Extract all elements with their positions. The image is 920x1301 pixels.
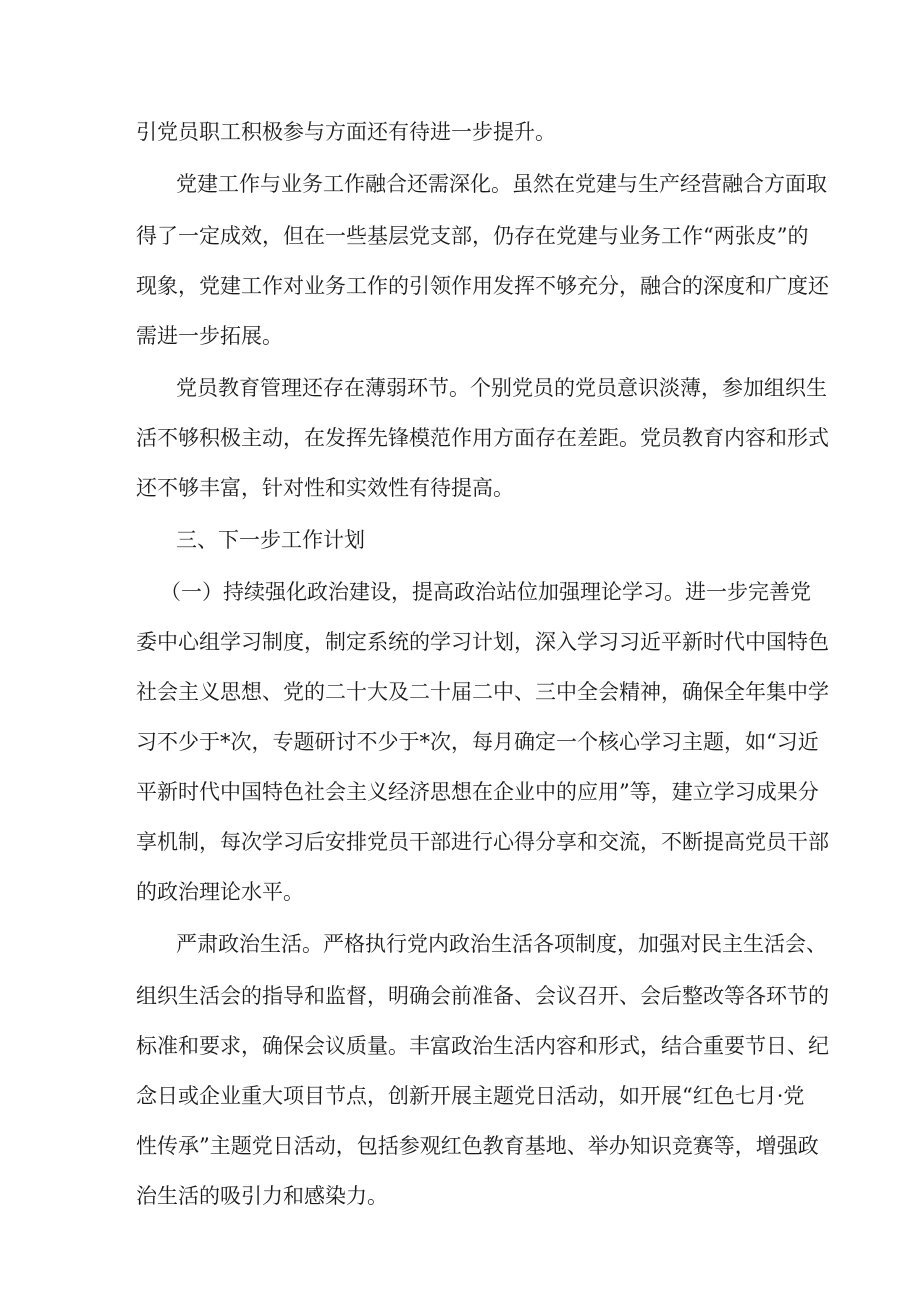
paragraph-line: 引党员职工积极参与方面还有待进一步提升。: [136, 120, 556, 144]
paragraph-line: 性传承”主题党日活动，包括参观红色教育基地、举办知识竞赛等，增强政: [136, 1134, 819, 1158]
paragraph-line: 严肃政治生活。严格执行党内政治生活各项制度，加强对民主生活会、: [176, 932, 827, 956]
paragraph-line: 活不够积极主动，在发挥先锋模范作用方面存在差距。党员教育内容和形式: [136, 426, 829, 450]
paragraph-line: 得了一定成效，但在一些基层党支部，仍存在党建与业务工作“两张皮”的: [136, 224, 809, 248]
paragraph-line: 党建工作与业务工作融合还需深化。虽然在党建与生产经营融合方面取: [176, 172, 827, 196]
paragraph-line: 念日或企业重大项目节点，创新开展主题党日活动，如开展“红色七月·党: [136, 1084, 805, 1108]
paragraph-line: 还不够丰富，针对性和实效性有待提高。: [136, 476, 514, 500]
paragraph-line: 社会主义思想、党的二十大及二十届二中、三中全会精神，确保全年集中学: [136, 680, 829, 704]
paragraph-line: 标准和要求，确保会议质量。丰富政治生活内容和形式，结合重要节日、纪: [136, 1034, 829, 1058]
paragraph-line: 委中心组学习制度，制定系统的学习计划，深入学习习近平新时代中国特色: [136, 630, 829, 654]
paragraph-line: 的政治理论水平。: [136, 880, 304, 904]
paragraph-line: 习不少于*次，专题研讨不少于*次，每月确定一个核心学习主题，如“习近: [136, 730, 819, 754]
paragraph-line: 享机制，每次学习后安排党员干部进行心得分享和交流，不断提高党员干部: [136, 830, 829, 854]
paragraph-line: 党员教育管理还存在薄弱环节。个别党员的党员意识淡薄，参加组织生: [176, 376, 827, 400]
paragraph-line: 平新时代中国特色社会主义经济思想在企业中的应用”等，建立学习成果分: [136, 780, 819, 804]
paragraph-line: 组织生活会的指导和监督，明确会前准备、会议召开、会后整改等各环节的: [136, 984, 829, 1008]
paragraph-line: 现象，党建工作对业务工作的引领作用发挥不够充分，融合的深度和广度还: [136, 274, 829, 298]
paragraph-line: （一）持续强化政治建设，提高政治站位加强理论学习。进一步完善党: [160, 580, 811, 604]
section-heading: 三、下一步工作计划: [176, 528, 365, 552]
paragraph-line: 治生活的吸引力和感染力。: [136, 1184, 388, 1208]
paragraph-line: 需进一步拓展。: [136, 324, 283, 348]
